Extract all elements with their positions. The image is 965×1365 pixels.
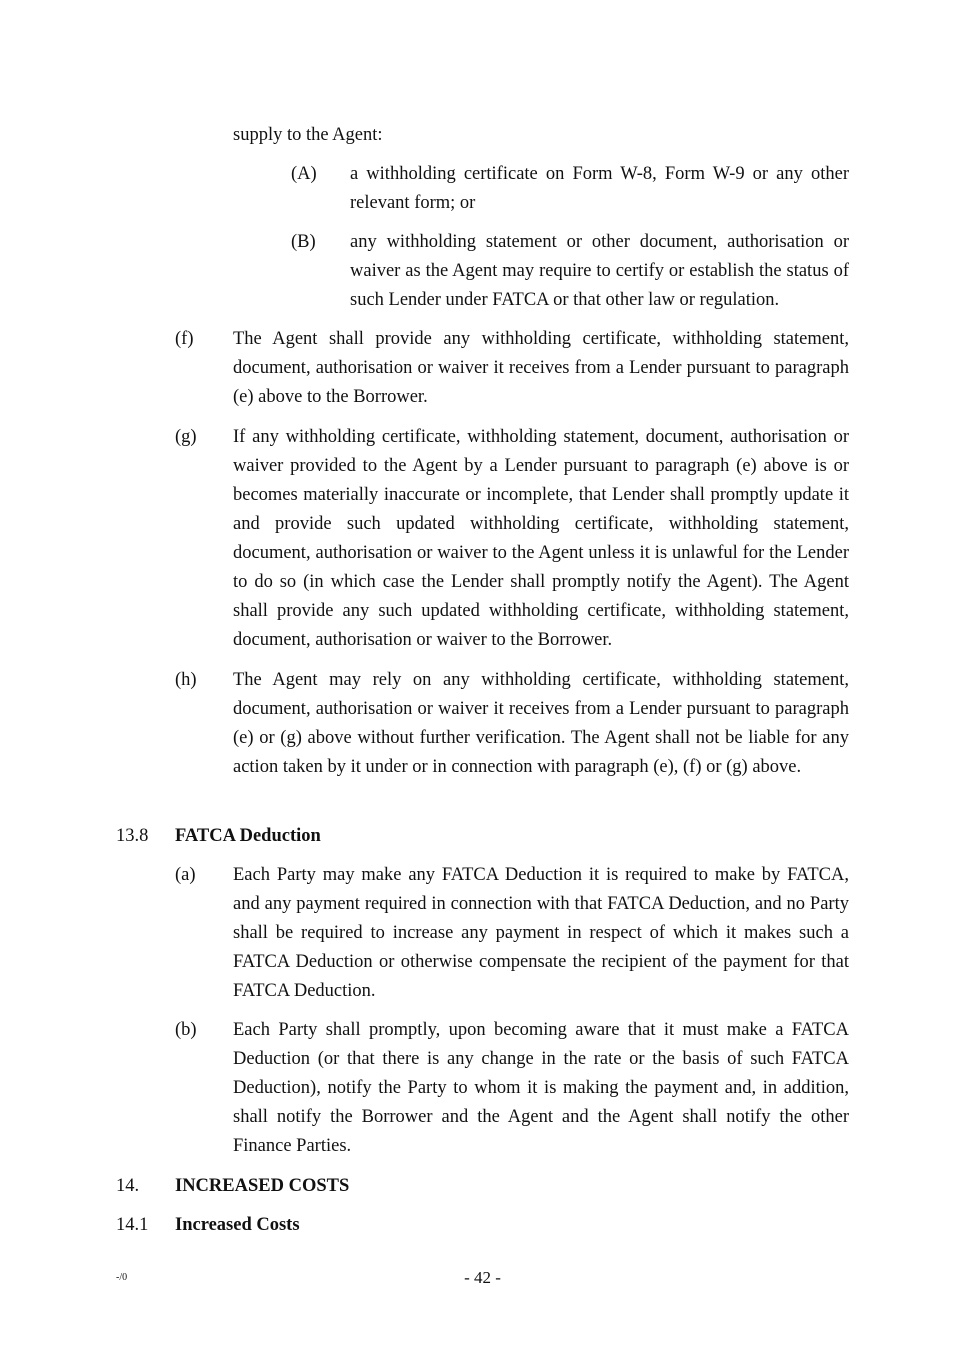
item-text-g: If any withholding certificate, withholding statement, document, authorisation or waiver provided to the Agent by a Lender pursuant to paragraph (e) above is or becomes materially inaccurate or incomplete, that Lender shall promptly update it and provide such updated withholding certificate, withholding statement, document, authorisation or waiver to the Agent unless it is unlawful for the Lender to do so (in which case the Lender shall promptly notify the Agent). The Agent shall provide any such updated withholding certificate, withholding statement, document, authorisation or waiver to the Borrower.	[233, 427, 849, 650]
item-label-f: (f)	[175, 329, 194, 349]
sub-item-label-a: (A)	[291, 164, 317, 184]
clause-14-title: INCREASED COSTS	[175, 1176, 350, 1196]
item-label-g: (g)	[175, 427, 197, 447]
section-14-1-number: 14.1	[116, 1215, 149, 1235]
clause-14-number: 14.	[116, 1176, 140, 1196]
section-13-8-title: FATCA Deduction	[175, 826, 321, 846]
section-13-8-number: 13.8	[116, 826, 149, 846]
item-text-a: Each Party may make any FATCA Deduction it is required to make by FATCA, and any payment required in connection with that FATCA Deduction, and no Party shall be required to increase any payment in respect of which it makes such a FATCA Deduction or otherwise compensate the recipient of the payment for that FATCA Deduction.	[233, 865, 849, 1001]
intro-line: supply to the Agent:	[233, 125, 383, 145]
item-label-h: (h)	[175, 670, 197, 690]
sub-item-text-a: a withholding certificate on Form W-8, Form W-9 or any other relevant form; or	[350, 164, 849, 213]
sub-item-label-b: (B)	[291, 232, 316, 252]
item-text-h: The Agent may rely on any withholding certificate, withholding statement, document, authorisation or waiver it receives from a Lender pursuant to paragraph (e) or (g) above without further verification. The Agent shall not be liable for any action taken by it under or in connection with paragraph (e), (f) or (g) above.	[233, 670, 849, 777]
sub-item-text-b: any withholding statement or other document, authorisation or waiver as the Agent may require to certify or establish the status of such Lender under FATCA or that other law or regulation.	[350, 232, 849, 310]
item-text-f: The Agent shall provide any withholding certificate, withholding statement, document, authorisation or waiver it receives from a Lender pursuant to paragraph (e) above to the Borrower.	[233, 329, 849, 407]
footer-reference: -/0	[116, 1272, 128, 1283]
section-14-1-title: Increased Costs	[175, 1215, 300, 1235]
item-label-a: (a)	[175, 865, 196, 885]
item-text-b: Each Party shall promptly, upon becoming aware that it must make a FATCA Deduction (or that there is any change in the rate or the basis of such FATCA Deduction), notify the Party to whom it is making the payment and, in addition, shall notify the Borrower and the Agent and the Agent shall notify the other Finance Parties.	[233, 1020, 849, 1156]
page-number: - 42 -	[464, 1268, 501, 1287]
item-label-b: (b)	[175, 1020, 197, 1040]
